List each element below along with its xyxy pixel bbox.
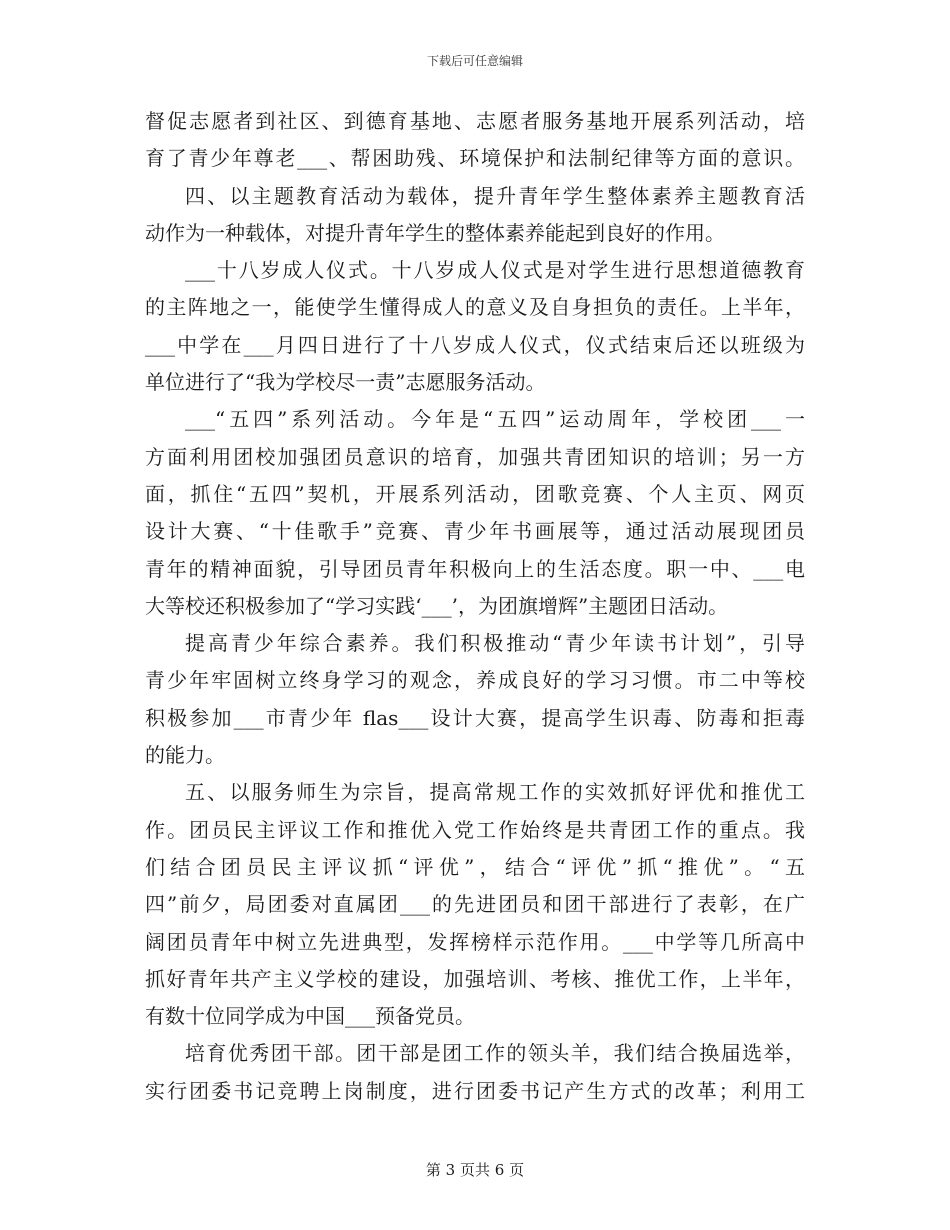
text-line: 的能力。: [145, 743, 225, 768]
text-line: 有数十位同学成为中国___预备党员。: [145, 1004, 475, 1029]
paragraph-start-line: 四、以主题教育活动为载体，提升青年学生整体素养主题教育活: [185, 183, 805, 208]
text-line: 育了青少年尊老___、帮困助残、环境保护和法制纪律等方面的意识。: [145, 146, 805, 171]
text-line: 青少年牢固树立终身学习的观念，养成良好的学习习惯。市二中等校: [145, 668, 805, 693]
text-line: 青年的精神面貌，引导团员青年积极向上的生活态度。职一中、___电: [145, 556, 805, 581]
text-line: 方面利用团校加强团员意识的培育，加强共青团知识的培训；另一方: [145, 444, 805, 469]
text-line: 四”前夕，局团委对直属团___的先进团员和团干部进行了表彰，在广: [145, 892, 805, 917]
text-line: 作。团员民主评议工作和推优入党工作始终是共青团工作的重点。我: [145, 817, 805, 842]
text-line: 阔团员青年中树立先进典型，发挥榜样示范作用。___中学等几所高中: [145, 929, 805, 954]
text-line: 面，抓住“五四”契机，开展系列活动，团歌竞赛、个人主页、网页: [145, 481, 805, 506]
page-header-note: 下载后可任意编辑: [426, 54, 523, 68]
text-line: 们结合团员民主评议抓“评优”，结合“评优”抓“推优”。“五: [145, 854, 805, 879]
text-line: 设计大赛、“十佳歌手”竞赛、青少年书画展等，通过活动展现团员: [145, 519, 805, 544]
text-line: 单位进行了“我为学校尽一责”志愿服务活动。: [145, 370, 546, 395]
text-line: 实行团委书记竞聘上岗制度，进行团委书记产生方式的改革；利用工: [145, 1078, 805, 1103]
paragraph-start-line: 五、以服务师生为宗旨，提高常规工作的实效抓好评优和推优工: [185, 780, 805, 805]
text-line: 的主阵地之一，能使学生懂得成人的意义及自身担负的责任。上半年，: [145, 295, 805, 320]
document-body: [145, 103, 805, 1110]
page-number-footer: 第 3 页共 6 页: [425, 1161, 525, 1179]
text-line: 动作为一种载体，对提升青年学生的整体素养能起到良好的作用。: [145, 220, 725, 245]
paragraph-start-line: 提高青少年综合素养。我们积极推动“青少年读书计划”，引导: [185, 631, 805, 656]
text-line: 大等校还积极参加了“学习实践‘___’，为团旗增辉”主题团日活动。: [145, 593, 729, 618]
paragraph-start-line: ___“五四”系列活动。今年是“五四”运动周年，学校团___一: [185, 407, 805, 432]
paragraph-start-line: 培育优秀团干部。团干部是团工作的领头羊，我们结合换届选举，: [185, 1041, 805, 1066]
text-line: 抓好青年共产主义学校的建设，加强培训、考核、推优工作，上半年，: [145, 966, 805, 991]
text-line: 督促志愿者到社区、到德育基地、志愿者服务基地开展系列活动，培: [145, 109, 805, 133]
paragraph-start-line: ___十八岁成人仪式。十八岁成人仪式是对学生进行思想道德教育: [185, 258, 805, 283]
text-line: ___中学在___月四日进行了十八岁成人仪式，仪式结束后还以班级为: [145, 332, 805, 357]
text-line: 积极参加___市青少年 flas___设计大赛，提高学生识毒、防毒和拒毒: [145, 705, 805, 730]
